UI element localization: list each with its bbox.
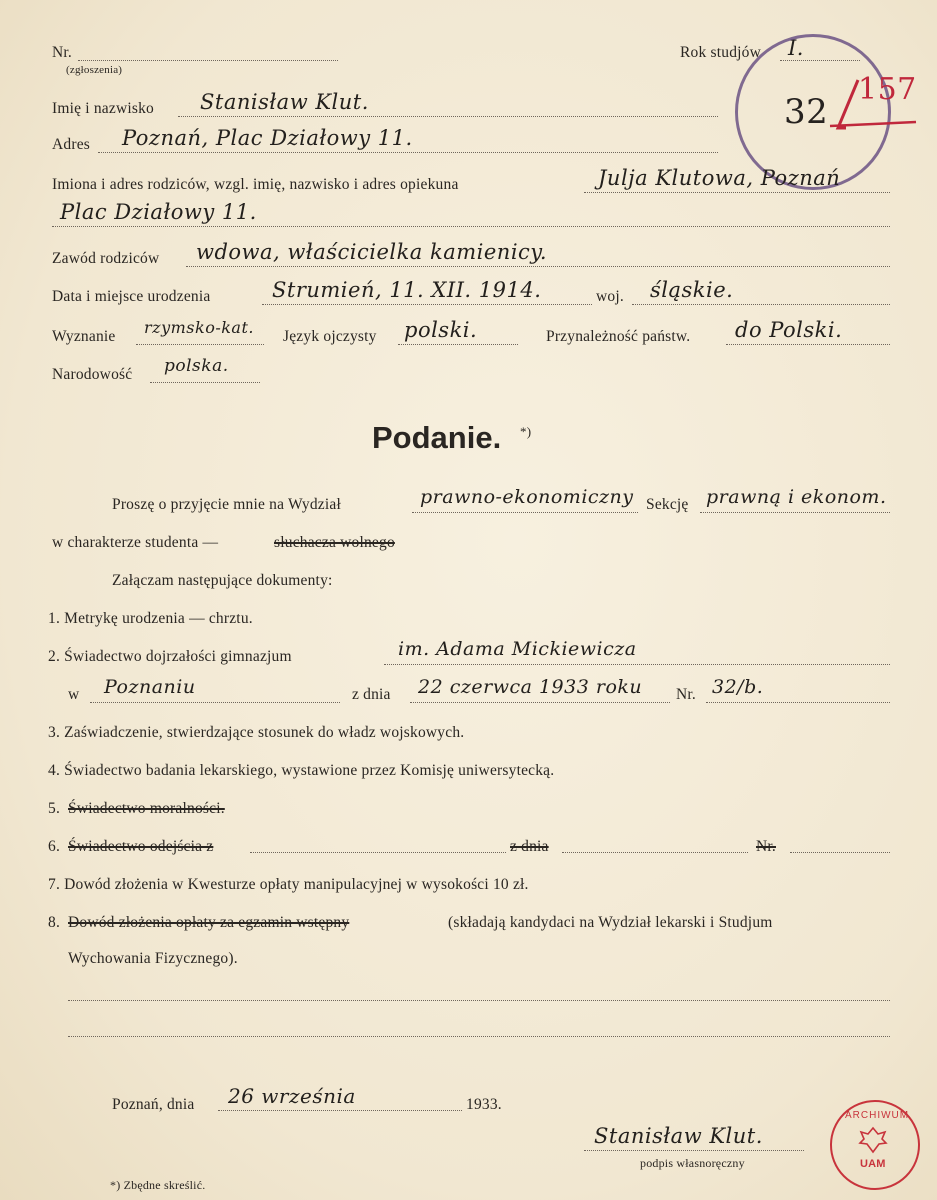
voivodeship-value: śląskie. (650, 278, 734, 302)
address-value: Poznań, Plac Działowy 11. (122, 126, 413, 150)
item-2-date-line (410, 702, 670, 703)
language-value: polski. (404, 318, 478, 342)
name-value: Stanisław Klut. (200, 90, 369, 114)
item-6-date-struck: z dnia (510, 838, 549, 855)
year-label: Rok studjów (680, 44, 762, 61)
eagle-emblem-icon (858, 1126, 888, 1154)
item-6-line-3 (790, 852, 890, 853)
red-number: 157 (858, 72, 917, 107)
signature-line (584, 1150, 804, 1151)
citizenship-label: Przynależność państw. (546, 328, 691, 345)
blank-line-2 (68, 1036, 890, 1037)
signature-label: podpis własnoręczny (640, 1156, 745, 1170)
document-title: Podanie. (372, 420, 502, 455)
item-2-city: Poznaniu (104, 676, 196, 698)
faculty-value: prawno-ekonomiczny (420, 486, 634, 508)
voivodeship-line (632, 304, 890, 305)
section-line (700, 512, 890, 513)
occupation-value: wdowa, właścicielka kamienicy. (196, 240, 548, 264)
item-2-date: 22 czerwca 1933 roku (418, 676, 643, 698)
citizenship-value: do Polski. (735, 318, 843, 342)
occupation-line (186, 266, 890, 267)
name-line (178, 116, 718, 117)
date-line (218, 1110, 462, 1111)
nationality-value: polska. (164, 356, 229, 376)
date-value: 26 września (228, 1084, 356, 1108)
item-2-school: im. Adama Mickiewicza (398, 638, 637, 660)
item-5-number: 5. (48, 800, 61, 817)
red-pencil-mark (828, 78, 928, 158)
item-6-struck: Świadectwo odejścia z (68, 838, 214, 855)
item-5-struck: Świadectwo moralności. (68, 800, 225, 817)
place-date-label: Poznań, dnia (112, 1096, 195, 1113)
nationality-line (150, 382, 260, 383)
item-2-nr-line (706, 702, 890, 703)
nationality-label: Narodowość (52, 366, 133, 383)
item-6-nr-struck: Nr. (756, 838, 776, 855)
parents-line-1 (584, 192, 890, 193)
year-value: I. (788, 36, 804, 60)
item-6-line-1 (250, 852, 506, 853)
item-2-w: w (68, 686, 80, 703)
language-label: Język ojczysty (283, 328, 377, 345)
item-6-line-2 (562, 852, 748, 853)
archive-stamp-logo: UAM (860, 1158, 886, 1170)
parents-label: Imiona i adres rodziców, wzgl. imię, nazwisko i adres opiekuna (52, 176, 459, 193)
item-8-number: 8. (48, 914, 61, 931)
religion-label: Wyznanie (52, 328, 116, 345)
attachments-intro: Załączam następujące dokumenty: (112, 572, 333, 589)
item-8-struck: Dowód złożenia opłaty za egzamin wstępny (68, 914, 350, 931)
signature: Stanisław Klut. (594, 1124, 763, 1148)
item-2-date-label: z dnia (352, 686, 391, 703)
archive-stamp-text: ARCHIWUM (845, 1110, 910, 1121)
item-7: 7. Dowód złożenia w Kwesturze opłaty manipulacyjnej w wysokości 10 zł. (48, 876, 529, 893)
character-text: w charakterze studenta — (52, 534, 219, 551)
item-8-rest-2: Wychowania Fizycznego). (68, 950, 238, 967)
parents-line-2 (52, 226, 890, 227)
item-1: 1. Metrykę urodzenia — chrztu. (48, 610, 253, 627)
language-line (398, 344, 518, 345)
citizenship-line (726, 344, 890, 345)
item-6-number: 6. (48, 838, 61, 855)
item-2-city-line (90, 702, 340, 703)
nr-label: Nr. (52, 44, 72, 61)
voivodeship-label: woj. (596, 288, 624, 305)
occupation-label: Zawód rodziców (52, 250, 160, 267)
stamp-number: 32 (784, 92, 829, 132)
item-2-label: 2. Świadectwo dojrzałości gimnazjum (48, 648, 292, 665)
item-2-nr-label: Nr. (676, 686, 696, 703)
item-8-rest: (składają kandydaci na Wydział lekarski i Studjum (448, 914, 773, 931)
birth-label: Data i miejsce urodzenia (52, 288, 211, 305)
parents-value-1: Julja Klutowa, Poznań (598, 166, 841, 190)
blank-line-1 (68, 1000, 890, 1001)
item-3: 3. Zaświadczenie, stwierdzające stosunek do władz wojskowych. (48, 724, 465, 741)
item-4: 4. Świadectwo badania lekarskiego, wystawione przez Komisję uniwersytecką. (48, 762, 555, 779)
character-struck: słuchacza wolnego (274, 534, 395, 551)
item-2-nr: 32/b. (712, 676, 764, 698)
title-footnote-mark: *) (520, 424, 532, 439)
nr-line (78, 60, 338, 61)
section-label: Sekcję (646, 496, 689, 513)
birth-line (262, 304, 592, 305)
nr-sub-label: (zgłoszenia) (66, 64, 123, 76)
name-label: Imię i nazwisko (52, 100, 155, 117)
faculty-line (412, 512, 638, 513)
religion-value: rzymsko-kat. (144, 318, 254, 337)
address-line (98, 152, 718, 153)
year-printed: 1933. (466, 1096, 502, 1113)
section-value: prawną i ekonom. (706, 486, 887, 508)
address-label: Adres (52, 136, 91, 153)
religion-line (136, 344, 264, 345)
item-2-school-line (384, 664, 890, 665)
footnote: *) Zbędne skreślić. (110, 1178, 206, 1192)
birth-value: Strumień, 11. XII. 1914. (272, 278, 542, 302)
request-text: Proszę o przyjęcie mnie na Wydział (112, 496, 341, 513)
parents-value-2: Plac Działowy 11. (60, 200, 257, 224)
